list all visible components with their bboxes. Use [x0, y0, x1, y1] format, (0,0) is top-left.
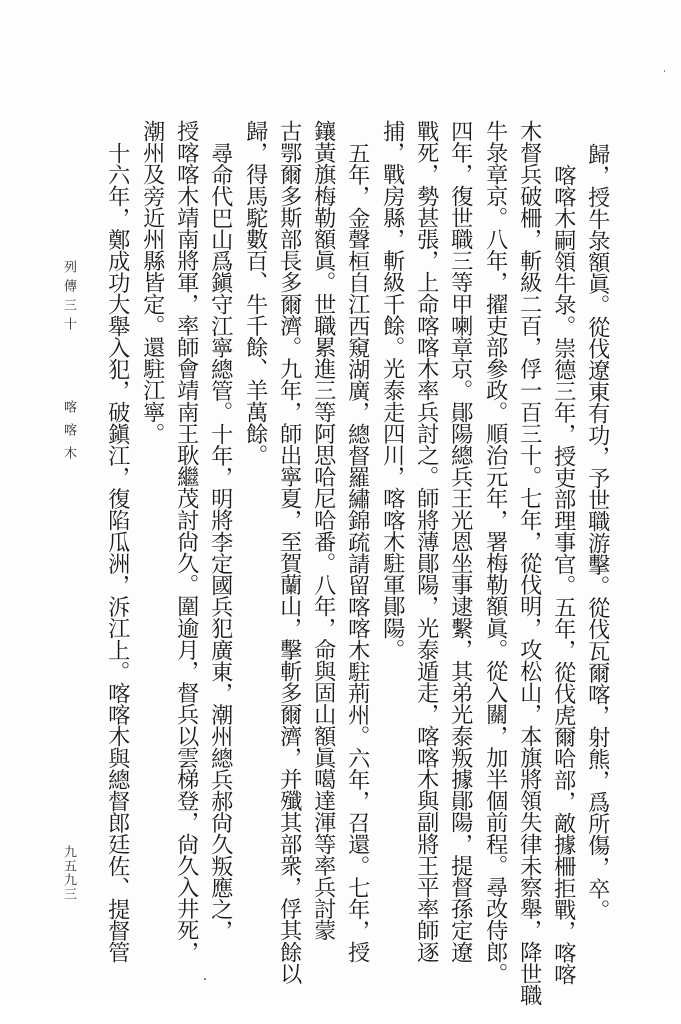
text-column-5: 四年，復世職三等甲喇章京。鄖陽總兵王光恩坐事逮繫，其弟光泰叛據鄖陽，提督孫定遼: [447, 120, 474, 963]
text-column-7: 捕，戰房縣，斬級千餘。光泰走四川，喀喀木駐軍鄖陽。: [379, 120, 406, 661]
text-column-4: 牛彔章京。八年，擢吏部參政。順治元年，署梅勒額眞。從入關，加半個前程。尋改侍郎。: [482, 120, 509, 985]
running-header-subject: 喀喀木: [61, 400, 76, 469]
text-column-9: 鑲黃旗梅勒額眞。世職累進三等阿思哈尼哈番。八年，命與固山額眞噶達渾等率兵討蒙: [310, 120, 337, 941]
text-column-14: 潮州及旁近州縣皆定。還駐江寧。: [139, 120, 166, 445]
text-column-12: 尋命代巴山爲鎭守江寧總管。十年，明將李定國兵犯廣東，潮州總兵郝尙久叛應之，: [207, 142, 234, 942]
text-column-13: 授喀喀木靖南將軍，率師會靖南王耿繼茂討尙久。圍逾月，督兵以雲梯登，尙久入井死，: [173, 120, 200, 963]
text-column-2: 喀喀木嗣領牛彔。崇德三年，授吏部理事官。五年，從伐虎爾哈部，敵據柵拒戰，喀喀: [550, 164, 577, 985]
text-column-8: 五年，金聲桓自江西窺湖廣，總督羅繡錦疏請留喀喀木駐荊州。六年，召還。七年，授: [344, 142, 371, 963]
text-column-10: 古鄂爾多斯部長多爾濟。九年，師出寧夏，至賀蘭山，擊斬多爾濟，并殲其部衆，俘其餘以: [276, 120, 303, 985]
scan-speck: [204, 978, 206, 980]
running-header-chapter: 列傳三十: [61, 260, 76, 336]
text-column-15: 十六年，鄭成功大舉入犯，破鎭江，復陷瓜洲，泝江上。喀喀木與總督郎廷佐、提督管: [104, 142, 131, 963]
text-column-6: 戰死，勢甚張，上命喀喀木率兵討之。師將薄鄖陽，光泰遁走，喀喀木與副將王平率師逐: [413, 120, 440, 963]
page-number: 九五九三: [61, 845, 76, 901]
scan-speck: [664, 70, 665, 72]
text-column-3: 木督兵破柵，斬級二百，俘一百三十。七年，從伐明，攻松山，本旗將領失律未察舉，降世職: [516, 120, 543, 1006]
text-column-11: 歸，得馬駝數百、牛千餘、羊萬餘。: [242, 120, 269, 466]
text-column-1: 歸，授牛彔額眞。從伐遼東有功，予世職游擊。從伐瓦爾喀，射熊，爲所傷，卒。: [584, 143, 611, 921]
